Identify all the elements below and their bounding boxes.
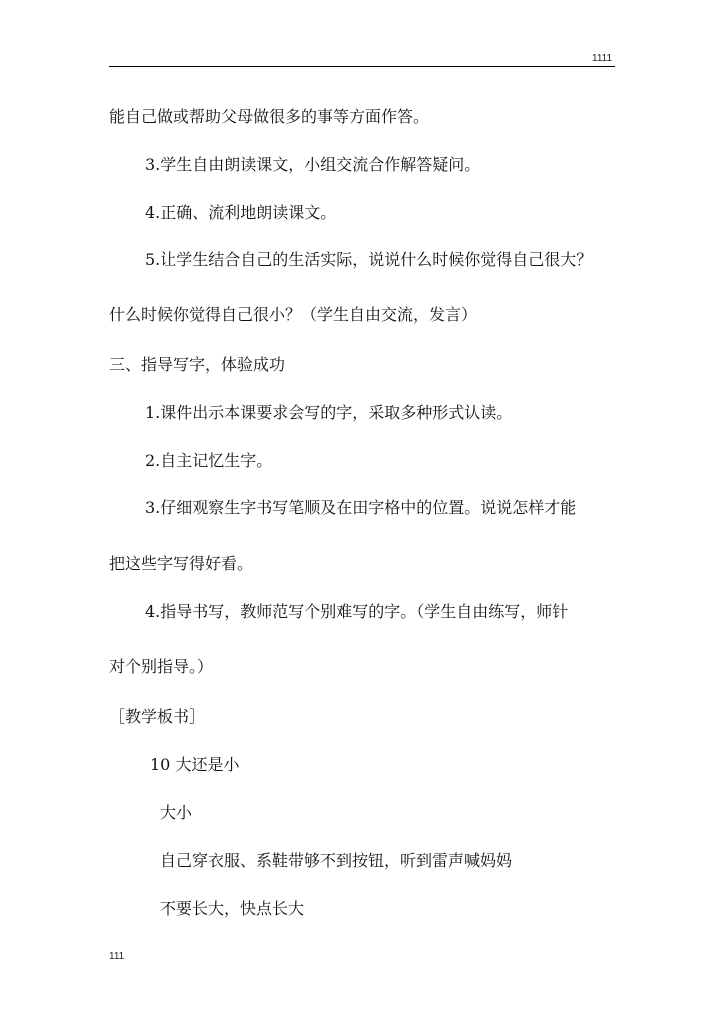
text-line: 4.指导书写，教师范写个别难写的字。（学生自由练写，师针 [145, 602, 569, 621]
text-line: 3.学生自由朗读课文，小组交流合作解答疑问。 [145, 155, 481, 174]
section-heading: 三、指导写字，体验成功 [109, 355, 286, 374]
text-line: 1.课件出示本课要求会写的字，采取多种形式认读。 [145, 403, 513, 422]
header-page-number: 1111 [592, 53, 613, 64]
header-rule [109, 66, 615, 67]
text-line: 2.自主记忆生字。 [145, 451, 273, 470]
text-line: 5.让学生结合自己的生活实际，说说什么时候你觉得自己很大？ [145, 250, 593, 269]
text-line: 对个别指导。） [109, 657, 214, 676]
text-line: 3.仔细观察生字书写笔顺及在田字格中的位置。说说怎样才能 [145, 498, 577, 517]
board-heading: ［教学板书］ [109, 707, 206, 726]
text-line: 什么时候你觉得自己很小？（学生自由交流，发言） [109, 305, 478, 324]
board-title: 10 大还是小 [150, 755, 240, 774]
text-line: 4.正确、流利地朗读课文。 [145, 203, 337, 222]
footer-page-number: 111 [109, 951, 125, 962]
text-line: 能自己做或帮助父母做很多的事等方面作答。 [109, 107, 430, 126]
board-line: 不要长大，快点长大 [160, 899, 305, 918]
board-line: 自己穿衣服、系鞋带够不到按钮，听到雷声喊妈妈 [160, 851, 513, 870]
board-line: 大小 [160, 803, 193, 822]
text-line: 把这些字写得好看。 [109, 554, 254, 573]
